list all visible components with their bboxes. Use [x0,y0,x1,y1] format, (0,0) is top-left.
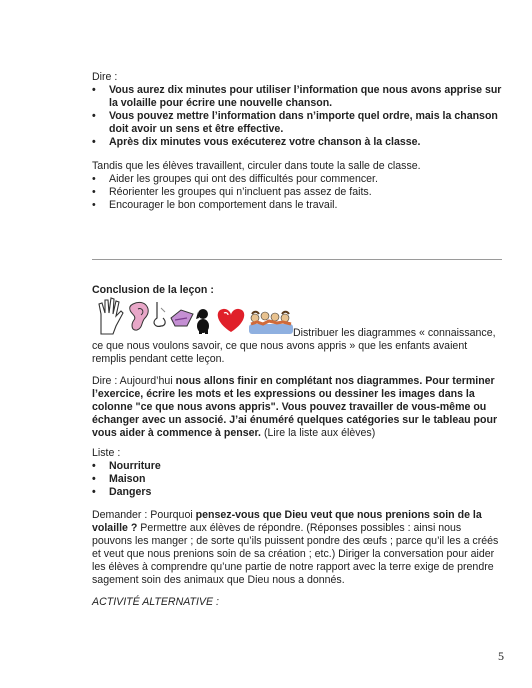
conclusion-heading: Conclusion de la leçon : [92,284,214,296]
ear-icon [130,302,148,330]
distribute-paragraph: ce que nous voulons savoir, ce que nous avons appris » que les enfants avaient remplis pendant cette leçon. [92,340,468,365]
mouth-icon [171,310,193,326]
page-number: 5 [498,649,504,663]
list-item: • Aider les groupes qui ont des difficultés pour commencer. [92,173,504,186]
demander-question: pensez-vous que Dieu veut que nous prenions soin de la volaille ? [92,509,482,534]
dire-bullet-list [92,84,504,149]
list-item: • Dangers [92,486,504,499]
list-item: • Vous aurez dix minutes pour utiliser l’information que nous avons apprise sur la volaille pour écrire une nouvelle chanson. [92,84,504,110]
dire-prefix: Dire : Aujourd’hui [92,375,176,387]
senses-icon-strip [97,296,293,336]
heart-icon [218,309,245,332]
tandis-paragraph: Tandis que les élèves travaillent, circuler dans toute la salle de classe. [92,160,421,172]
children-group-icon [249,312,293,334]
dire-conclusion-paragraph [92,375,504,440]
section-dire [92,71,504,149]
demander-rest: Permettre aux élèves de répondre. (Réponses possibles : ainsi nous pouvons les manger ; de sorte qu’ils puissent pondre des œufs ; parce qu’il les a créés et veut que nous prenions soin de sa création ; etc.) Diriger la conversation pour aider les élèves à comprendre qu’une partie de notre rapport avec la terre exige de prendre sagement soin des animaux que Dieu nous a donnés. [92,522,499,586]
nose-icon [154,302,165,326]
list-item: • Maison [92,473,504,486]
dog-icon [196,309,209,334]
list-item: • Vous pouvez mettre l’information dans n’importe quel ordre, mais la chanson doit avoir un sens et être effective. [92,110,504,136]
hand-icon [99,298,123,334]
list-item: • Encourager le bon comportement dans le travail. [92,199,504,212]
demander-prefix: Demander : Pourquoi [92,509,196,521]
distribute-first-line: Distribuer les diagrammes « connaissance, [293,327,496,339]
tandis-bullet-list [92,173,504,212]
section-divider [92,259,502,260]
dire-suffix: (Lire la liste aux élèves) [261,427,376,439]
liste-label: Liste : [92,447,121,459]
liste-section [92,447,504,499]
section-tandis [92,160,504,212]
list-item: • Réorienter les groupes qui n’incluent pas assez de faits. [92,186,504,199]
list-item: • Après dix minutes vous exécuterez votre chanson à la classe. [92,136,504,149]
activite-alternative-heading: ACTIVITÉ ALTERNATIVE : [92,596,219,608]
demander-paragraph [92,509,504,587]
liste-bullet-list [92,460,504,499]
dire-label: Dire : [92,71,118,83]
list-item: • Nourriture [92,460,504,473]
dire-bold-text: nous allons finir en complétant nos diagrammes. Pour terminer l’exercice, écrire les mots et les expressions ou dessiner les images dans la colonne "ce que nous avons appris". Vous pouvez travailler de vous-même ou échanger avec un associé. J’ai énuméré quelques catégories sur le tableau pour vous aider à commence à penser. [92,375,498,439]
